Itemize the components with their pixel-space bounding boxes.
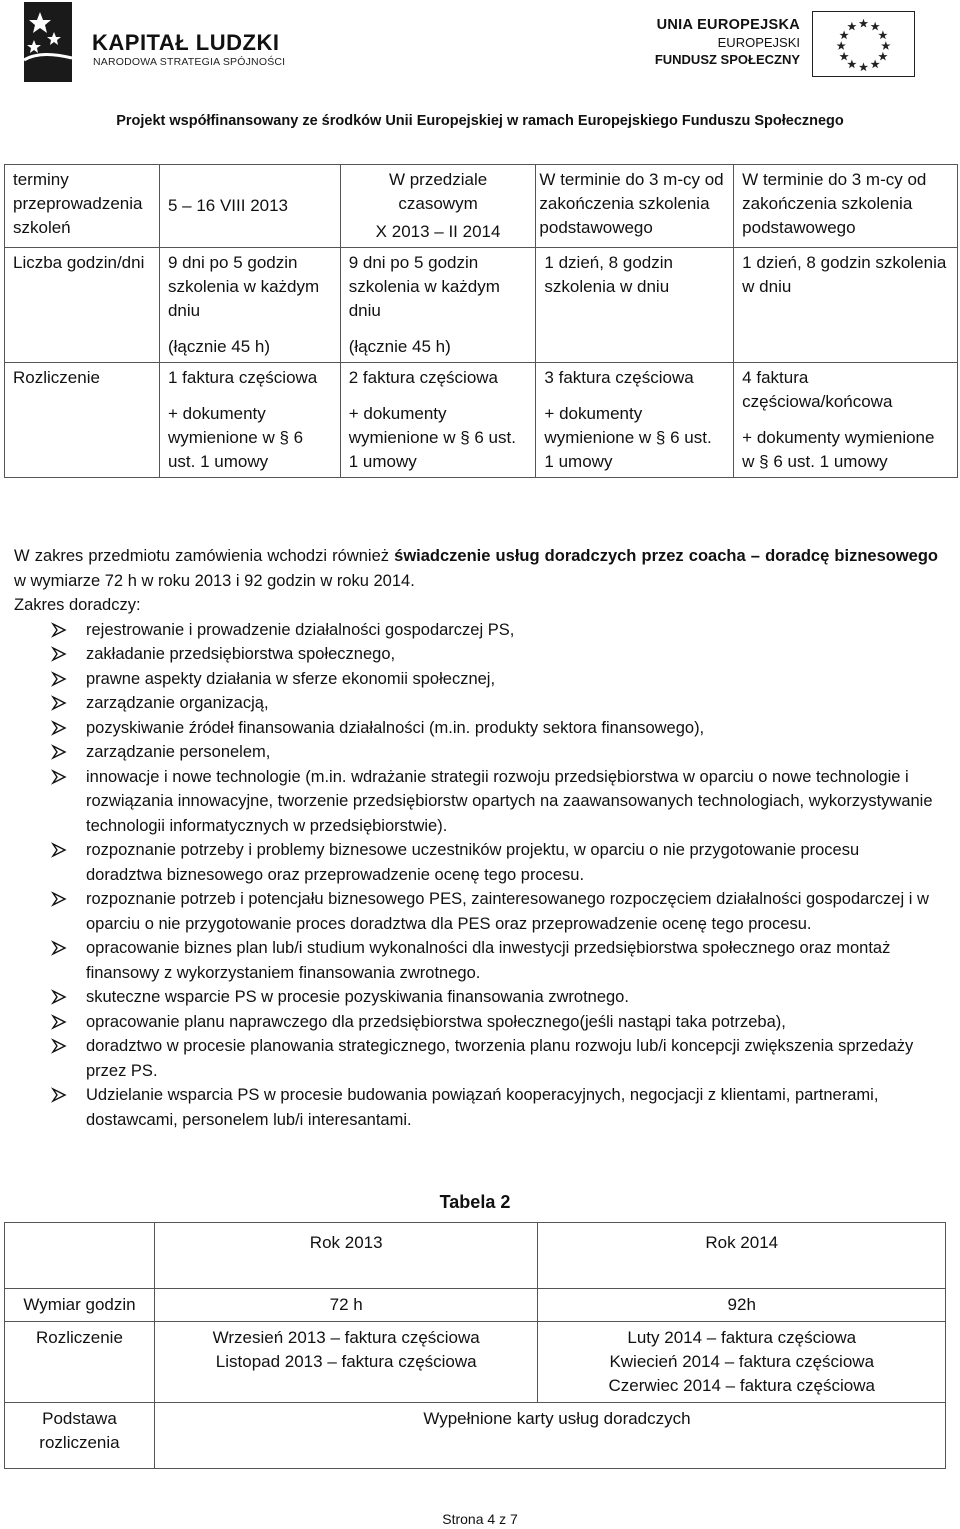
hours-2013: 72 h bbox=[154, 1289, 538, 1322]
table-row bbox=[5, 363, 958, 478]
arrow-bullet-icon bbox=[50, 887, 68, 911]
arrow-bullet-icon bbox=[50, 838, 68, 862]
row-label-settlement: Rozliczenie bbox=[5, 1322, 155, 1403]
table-cell bbox=[5, 1223, 155, 1289]
table-row bbox=[5, 165, 958, 248]
list-item: zakładanie przedsiębiorstwa społecznego, bbox=[14, 642, 938, 667]
kapital-ludzki-logo-icon bbox=[10, 2, 82, 82]
settlement-2013: Wrzesień 2013 – faktura częściowa Listopad 2013 – faktura częściowa bbox=[154, 1322, 538, 1403]
hours-2014: 92h bbox=[538, 1289, 946, 1322]
table-cell: 2 faktura częściowa + dokumenty wymienione w § 6 ust. 1 umowy bbox=[340, 363, 536, 478]
col-header-2013: Rok 2013 bbox=[154, 1223, 538, 1289]
kapital-ludzki-subtitle: NARODOWA STRATEGIA SPÓJNOŚCI bbox=[93, 56, 286, 68]
table-cell: 1 dzień, 8 godzin szkolenia w dniu bbox=[734, 248, 958, 363]
page-header bbox=[0, 0, 960, 150]
list-item: skuteczne wsparcie PS w procesie pozyskiwania finansowania zwrotnego. bbox=[14, 985, 938, 1010]
table-row bbox=[5, 1322, 946, 1403]
advisory-hours-table bbox=[4, 1222, 946, 1469]
scope-section bbox=[14, 544, 938, 1132]
list-item: rejestrowanie i prowadzenie działalności gospodarczej PS, bbox=[14, 618, 938, 643]
table-cell: 9 dni po 5 godzin szkolenia w każdym dniu (łącznie 45 h) bbox=[159, 248, 340, 363]
table-cell: W terminie do 3 m-cy od zakończenia szkolenia podstawowego bbox=[734, 165, 958, 248]
arrow-bullet-icon bbox=[50, 936, 68, 960]
list-item: innowacje i nowe technologie (m.in. wdrażanie strategii rozwoju przedsiębiorstwa w oparciu o nowe technologie i rozwiązania innowacyjne, tworzenie przedsiębiorstw opartych na zaawansowanych technologiach, wykorzystywanie technologii informatycznych w przedsiębiorstwie). bbox=[14, 765, 938, 839]
arrow-bullet-icon bbox=[50, 985, 68, 1009]
col-header-2014: Rok 2014 bbox=[538, 1223, 946, 1289]
arrow-bullet-icon bbox=[50, 642, 68, 666]
arrow-bullet-icon bbox=[50, 618, 68, 642]
training-schedule-table bbox=[4, 164, 958, 478]
arrow-bullet-icon bbox=[50, 716, 68, 740]
table-cell: 1 dzień, 8 godzin szkolenia w dniu bbox=[536, 248, 734, 363]
list-item: Udzielanie wsparcia PS w procesie budowania powiązań kooperacyjnych, negocjacji z klientami, partnerami, dostawcami, personelem lub/i interesantami. bbox=[14, 1083, 938, 1132]
arrow-bullet-icon bbox=[50, 740, 68, 764]
arrow-bullet-icon bbox=[50, 691, 68, 715]
eu-line-2: EUROPEJSKI bbox=[717, 35, 800, 50]
basis-value: Wypełnione karty usług doradczych bbox=[154, 1403, 945, 1469]
arrow-bullet-icon bbox=[50, 1010, 68, 1034]
eu-line-1: UNIA EUROPEJSKA bbox=[656, 17, 800, 33]
list-item: pozyskiwanie źródeł finansowania działalności (m.in. produkty sektora finansowego), bbox=[14, 716, 938, 741]
list-item: opracowanie biznes plan lub/i studium wykonalności dla inwestycji przedsiębiorstwa społecznego oraz montaż finansowy z wykorzystaniem finansowania zwrotnego. bbox=[14, 936, 938, 985]
row-label-hours: Wymiar godzin bbox=[5, 1289, 155, 1322]
list-item: rozpoznanie potrzeby i problemy biznesowe uczestników projektu, w oparciu o nie przygotowanie procesu doradztwa biznesowego oraz przeprowadzenie ocenę tego procesu. bbox=[14, 838, 938, 887]
scope-title: Zakres doradczy: bbox=[14, 596, 141, 614]
table-cell: 1 faktura częściowa + dokumenty wymienione w § 6 ust. 1 umowy bbox=[159, 363, 340, 478]
table-row bbox=[5, 248, 958, 363]
table-cell: W przedziale czasowym X 2013 – II 2014 bbox=[340, 165, 536, 248]
row-label-settlement: Rozliczenie bbox=[5, 363, 160, 478]
list-item: zarządzanie personelem, bbox=[14, 740, 938, 765]
list-item: zarządzanie organizacją, bbox=[14, 691, 938, 716]
table-cell: 3 faktura częściowa + dokumenty wymienione w § 6 ust. 1 umowy bbox=[536, 363, 734, 478]
list-item: rozpoznanie potrzeb i potencjału biznesowego PES, zainteresowanego rozpoczęciem działalności gospodarczej i w oparciu o nie przygotowanie proces doradztwa dla PES oraz przeprowadzenie ocenę tego procesu. bbox=[14, 887, 938, 936]
list-item: prawne aspekty działania w sferze ekonomii społecznej, bbox=[14, 667, 938, 692]
table-row bbox=[5, 1403, 946, 1469]
page-number: Strona 4 z 7 bbox=[442, 1511, 518, 1527]
row-label-basis: Podstawa rozliczenia bbox=[5, 1403, 155, 1469]
eu-text-block bbox=[655, 17, 800, 68]
arrow-bullet-icon bbox=[50, 667, 68, 691]
table-row bbox=[5, 1289, 946, 1322]
arrow-bullet-icon bbox=[50, 1034, 68, 1058]
row-label-terms: terminy przeprowadzenia szkoleń bbox=[5, 165, 160, 248]
arrow-bullet-icon bbox=[50, 765, 68, 789]
table2-caption: Tabela 2 bbox=[439, 1192, 511, 1212]
list-item: opracowanie planu naprawczego dla przedsiębiorstwa społecznego(jeśli nastąpi taka potrzeba), bbox=[14, 1010, 938, 1035]
settlement-2014: Luty 2014 – faktura częściowa Kwiecień 2014 – faktura częściowa Czerwiec 2014 – faktura częściowa bbox=[538, 1322, 946, 1403]
intro-bold-service: świadczenie usług doradczych przez coacha – doradcę biznesowego bbox=[394, 547, 938, 565]
table-cell: W terminie do 3 m-cy od zakończenia szkolenia podstawowego bbox=[536, 165, 734, 248]
row-label-hours: Liczba godzin/dni bbox=[5, 248, 160, 363]
table-cell: 5 – 16 VIII 2013 bbox=[159, 165, 340, 248]
intro-paragraph: W zakres przedmiotu zamówienia wchodzi również świadczenie usług doradczych przez coacha – doradcę biznesowego w wymiarze 72 h w roku 2013 i 92 godzin w roku 2014. bbox=[14, 547, 938, 590]
table-row bbox=[5, 1223, 946, 1289]
table-cell: 9 dni po 5 godzin szkolenia w każdym dniu (łącznie 45 h) bbox=[340, 248, 536, 363]
project-cofinancing-line: Projekt współfinansowany ze środków Unii Europejskiej w ramach Europejskiego Funduszu Społecznego bbox=[116, 113, 844, 129]
scope-list bbox=[14, 618, 938, 1133]
eu-line-3: FUNDUSZ SPOŁECZNY bbox=[654, 52, 800, 67]
eu-flag-icon bbox=[812, 11, 915, 77]
arrow-bullet-icon bbox=[50, 1083, 68, 1107]
kapital-ludzki-title: KAPITAŁ LUDZKI bbox=[92, 30, 280, 55]
list-item: doradztwo w procesie planowania strategicznego, tworzenia planu rozwoju lub/i koncepcji zwiększenia sprzedaży przez PS. bbox=[14, 1034, 938, 1083]
table-cell: 4 faktura częściowa/końcowa + dokumenty wymienione w § 6 ust. 1 umowy bbox=[734, 363, 958, 478]
